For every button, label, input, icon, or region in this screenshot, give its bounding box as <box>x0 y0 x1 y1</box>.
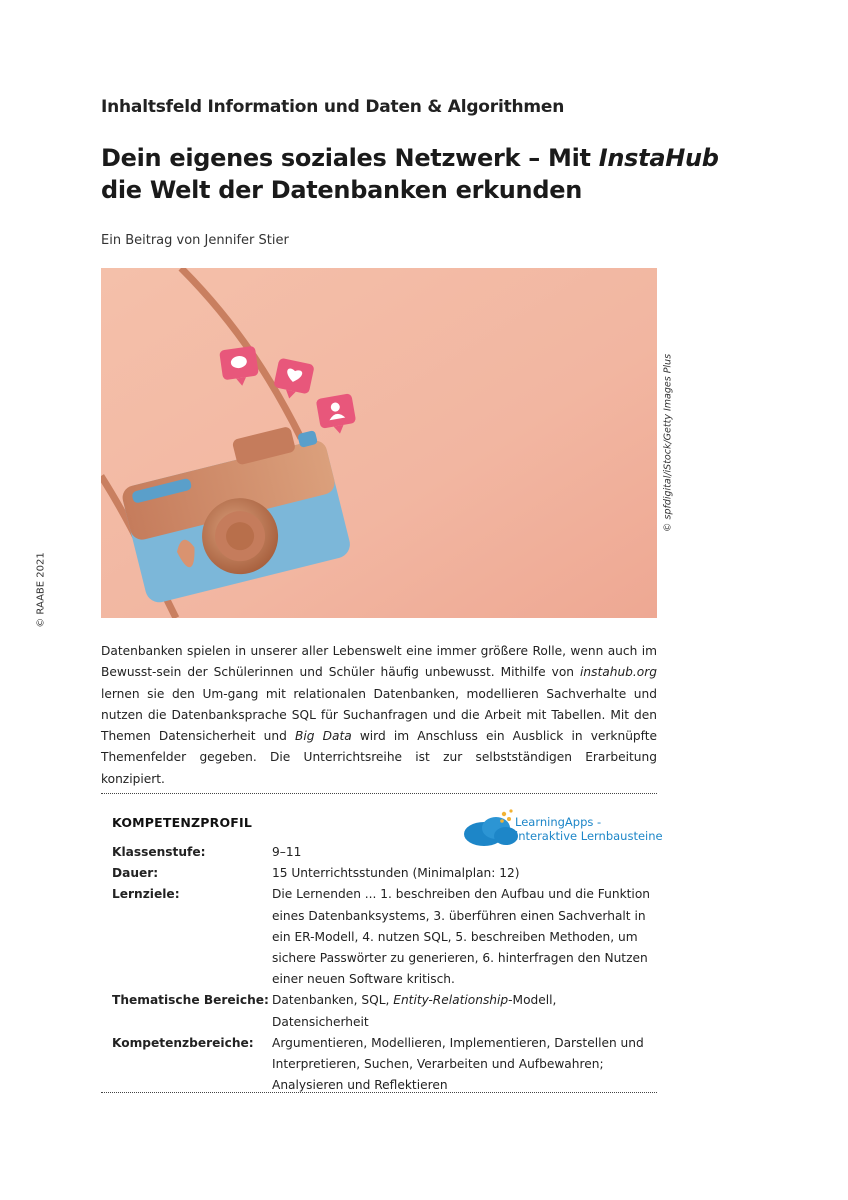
learningapps-line-1: LearningApps - <box>515 815 602 829</box>
kp-value-text: Datenbanken, SQL, <box>272 993 394 1008</box>
divider-bottom <box>101 1092 657 1093</box>
kp-value: Die Lernenden ... 1. beschreiben den Aufbau und die Funktion eines Datenbanksystems, 3. überführen einen Sachverhalt in ein ER-Modell, 4. nutzen SQL, 5. beschreiben Methoden, um sichere Passwörter zu generieren, 6. hinterfragen den Nutzen einer neuen Software kritisch. <box>272 887 650 987</box>
image-credit <box>659 268 677 618</box>
intro-text-1: Datenbanken spielen in unserer aller Lebenswelt eine immer größere Rolle, wenn auch im Bewusst-sein der Schülerinnen und Schüler häufig unbewusst. Mithilfe von <box>101 644 657 680</box>
kp-value <box>272 990 650 1032</box>
author-line: Ein Beitrag von Jennifer Stier <box>101 233 289 248</box>
image-credit-text: © spfdigital/iStock/Getty Images Plus <box>662 353 674 533</box>
title-line-1-emphasis: InstaHub <box>598 144 719 172</box>
divider-top <box>101 793 657 794</box>
camera-photo <box>101 268 657 618</box>
kp-label: Kompetenzbereiche: <box>112 1035 254 1050</box>
kompetenzprofil-heading: KOMPETENZPROFIL <box>112 815 253 830</box>
kp-row-dauer <box>112 863 650 884</box>
copyright-text: © RAABE 2021 <box>35 552 47 628</box>
title-line-1 <box>101 142 719 174</box>
kp-row-thematisch <box>112 990 650 1032</box>
kp-value: 15 Unterrichtsstunden (Minimalplan: 12) <box>272 866 520 881</box>
intro-paragraph <box>101 641 657 790</box>
kp-label: Dauer: <box>112 866 159 881</box>
copyright-notice <box>32 545 50 635</box>
intro-text-3: wird im Anschluss ein Ausblick in verknüpfte Themenfelder gegeben. Die Unterrichtsreihe ist zur selbstständigen Erarbeitung konzipiert. <box>101 729 658 786</box>
title-line-1-text: Dein eigenes soziales Netzwerk – Mit <box>101 144 599 172</box>
kp-value-emphasis: Entity-Relationship <box>393 993 509 1008</box>
learningapps-line-2: interaktive Lernbausteine <box>515 829 663 843</box>
kp-label: Thematische Bereiche: <box>112 993 269 1008</box>
kp-label: Lernziele: <box>112 887 180 902</box>
instahub-link-text: instahub.org <box>580 665 657 680</box>
kp-row-klassenstufe <box>112 842 650 863</box>
big-data-text: Big Data <box>295 729 352 744</box>
kp-value-text: -Modell, Datensicherheit <box>272 993 557 1029</box>
kp-label: Klassenstufe: <box>112 845 206 859</box>
cloud-icon <box>464 809 518 846</box>
kp-row-kompetenz <box>112 1033 650 1097</box>
kp-row-lernziele <box>112 884 650 990</box>
intro-text-2: lernen sie den Um-gang mit relationalen Datenbanken, modellieren Sachverhalte und nutzen die Datenbanksprache SQL für Suchanfragen und die Arbeit mit Tabellen. Mit den Themen Datensicherheit und <box>101 686 657 744</box>
page-title <box>101 142 719 206</box>
kp-value: 9–11 <box>272 845 302 859</box>
learningapps-label <box>515 815 663 843</box>
kp-value: Argumentieren, Modellieren, Implementieren, Darstellen und Interpretieren, Suchen, Verarbeiten und Aufbewahren; Analysieren und Reflektieren <box>272 1035 644 1093</box>
kompetenzprofil-table <box>112 842 650 1096</box>
title-line-2: die Welt der Datenbanken erkunden <box>101 176 582 204</box>
subject-heading: Inhaltsfeld Information und Daten & Algorithmen <box>101 97 565 117</box>
